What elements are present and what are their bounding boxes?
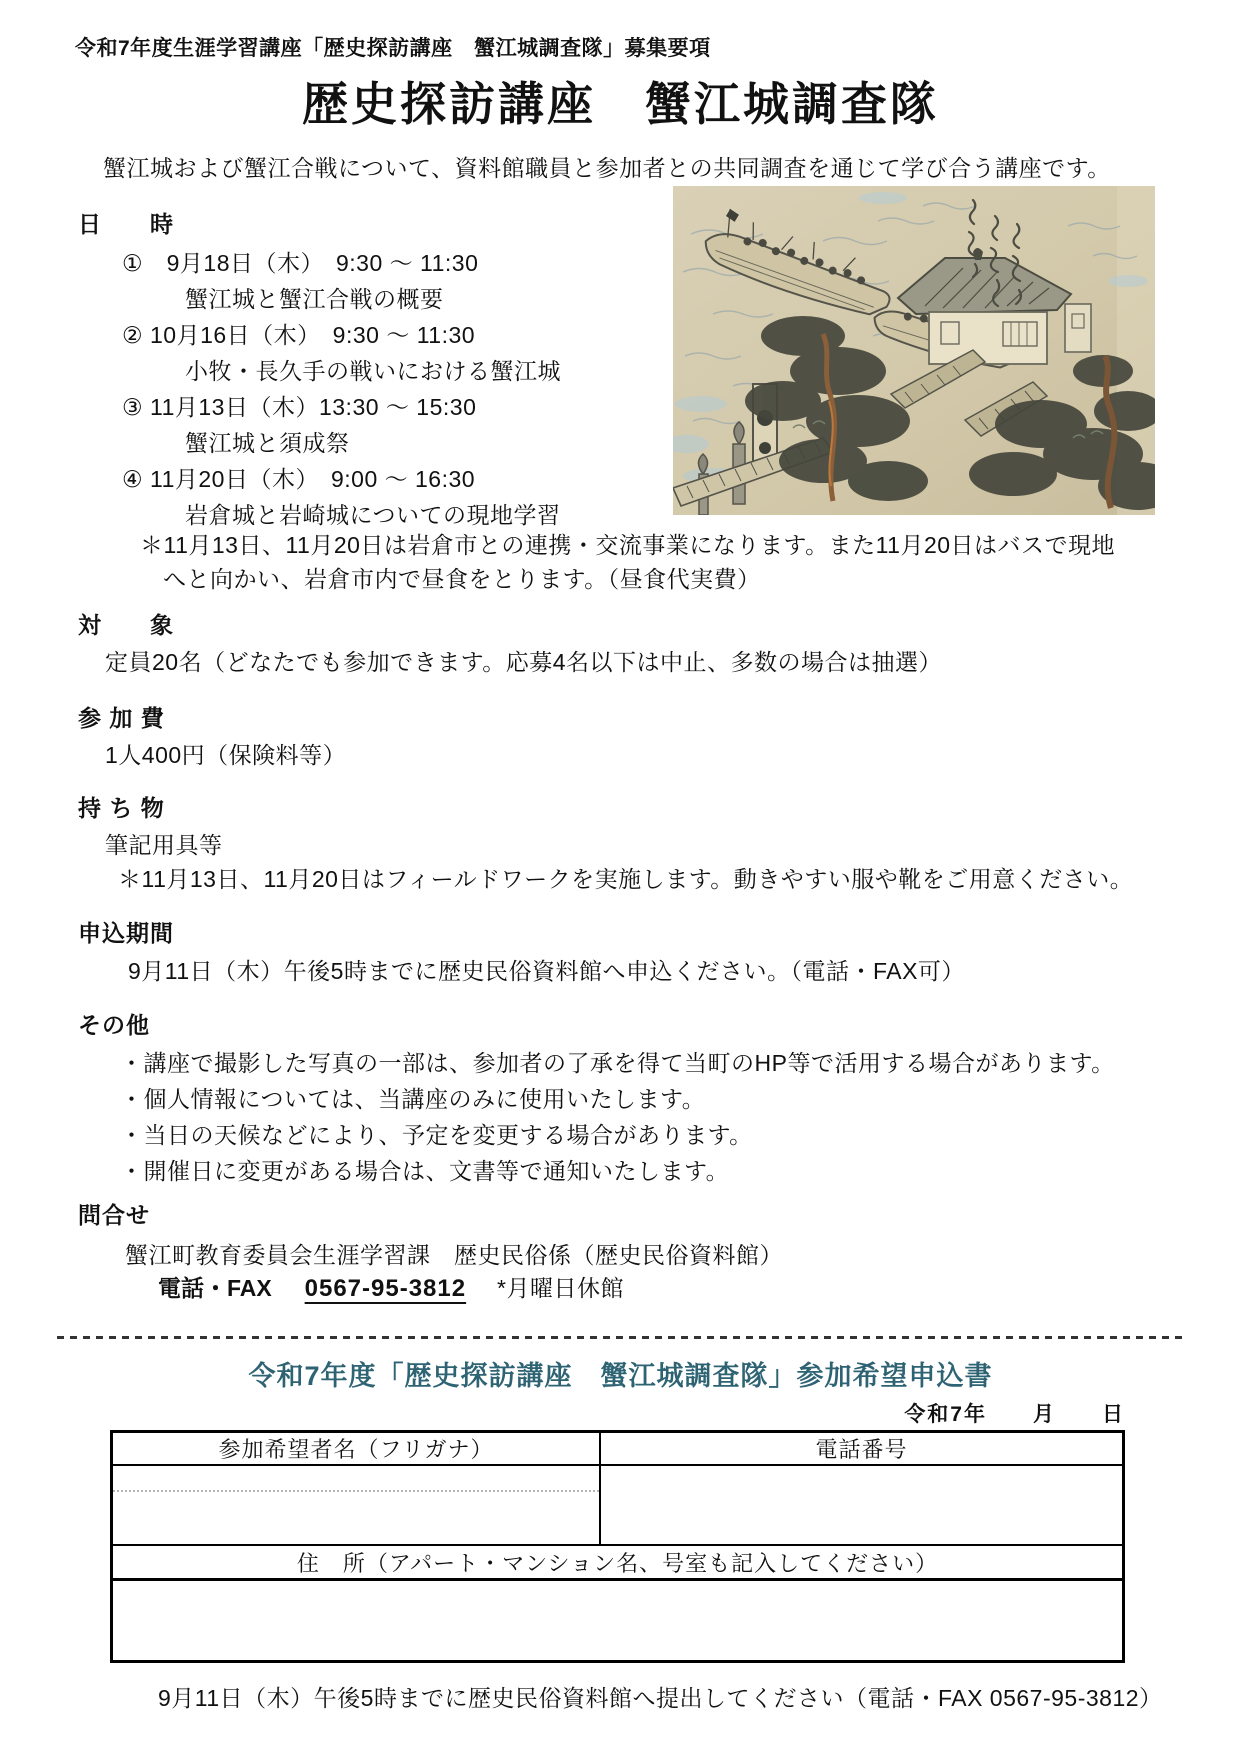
name-input-cell[interactable] [113, 1466, 601, 1544]
other-bullet-4: ・開催日に変更がある場合は、文書等で通知いたします。 [120, 1158, 730, 1184]
datetime-note-line1: ＊11月13日、11月20日は岩倉市との連携・交流事業になります。また11月20日はバスで現地 [140, 532, 1116, 558]
contact-org: 蟹江町教育委員会生涯学習課 歴史民俗係（歴史民俗資料館） [125, 1242, 783, 1268]
other-bullet-1: ・講座で撮影した写真の一部は、参加者の了承を得て当町のHP等で活用する場合があります。 [120, 1050, 1115, 1076]
schedule-item-1: ① 9月18日（木） 9:30 ～ 11:30 [122, 250, 479, 276]
section-contact-heading: 問合せ [78, 1202, 150, 1228]
application-table [110, 1430, 1125, 1663]
tel-closed-note: *月曜日休館 [497, 1275, 624, 1301]
belongings-body: 筆記用具等 [105, 832, 223, 858]
schedule-topic-1: 蟹江城と蟹江合戦の概要 [185, 286, 444, 312]
form-footer-note: 9月11日（木）午後5時までに歴史民俗資料館へ提出してください（電話・FAX 0567-95-3812） [158, 1685, 1163, 1711]
contact-tel-line [158, 1270, 624, 1303]
page-title: 歴史探訪講座 蟹江城調査隊 [302, 78, 939, 130]
address-input-row [113, 1581, 1122, 1660]
other-bullet-2: ・個人情報については、当講座のみに使用いたします。 [120, 1086, 706, 1112]
schedule-item-4: ④ 11月20日（木） 9:00 ～ 16:30 [122, 466, 476, 492]
cut-line-divider [57, 1336, 1185, 1339]
form-date-line: 令和7年 月 日 [904, 1403, 1125, 1426]
target-body: 定員20名（どなたでも参加できます。応募4名以下は中止、多数の場合は抽選） [105, 649, 943, 675]
section-period-heading: 申込期間 [78, 920, 174, 946]
schedule-topic-4: 岩倉城と岩崎城についての現地学習 [185, 502, 561, 528]
section-datetime-heading: 日 時 [78, 211, 174, 237]
tel-number: 0567-95-3812 [304, 1275, 467, 1302]
other-bullet-3: ・当日の天候などにより、予定を変更する場合があります。 [120, 1122, 753, 1148]
section-target-heading: 対 象 [78, 612, 174, 638]
phone-input-cell[interactable] [601, 1466, 1122, 1544]
period-body: 9月11日（木）午後5時までに歴史民俗資料館へ申込ください。（電話・FAX可） [128, 958, 965, 984]
schedule-item-3: ③ 11月13日（木）13:30 ～ 15:30 [122, 394, 477, 420]
section-fee-heading: 参 加 費 [78, 705, 165, 731]
intro-text: 蟹江城および蟹江合戦について、資料館職員と参加者との共同調査を通じて学び合う講座です。 [103, 155, 1111, 181]
schedule-item-2: ② 10月16日（木） 9:30 ～ 11:30 [122, 322, 476, 348]
kanie-battle-painting-image [673, 186, 1155, 515]
furigana-divider-line [113, 1490, 599, 1492]
table-input-row [113, 1466, 1122, 1546]
section-belongings-heading: 持 ち 物 [78, 795, 165, 821]
tel-label: 電話・FAX [158, 1275, 272, 1301]
belongings-note: ＊11月13日、11月20日はフィールドワークを実施します。動きやすい服や靴をご用意ください。 [118, 866, 1134, 892]
section-other-heading: その他 [78, 1012, 150, 1038]
schedule-topic-3: 蟹江城と須成祭 [185, 430, 350, 456]
datetime-note-line2: へと向かい、岩倉市内で昼食をとります。（昼食代実費） [163, 566, 761, 592]
table-header-row [113, 1433, 1122, 1466]
kanie-battle-painting [673, 186, 1155, 515]
fee-body: 1人400円（保険料等） [105, 742, 347, 768]
application-form-title: 令和7年度「歴史探訪講座 蟹江城調査隊」参加希望申込書 [248, 1361, 993, 1391]
address-header-row [113, 1546, 1122, 1581]
phone-header-cell: 電話番号 [815, 1437, 908, 1462]
schedule-topic-2: 小牧・長久手の戦いにおける蟹江城 [185, 358, 561, 384]
name-header-cell: 参加希望者名（フリガナ） [113, 1433, 601, 1464]
address-input-cell[interactable] [113, 1581, 1122, 1660]
address-header-cell: 住 所（アパート・マンション名、号室も記入してください） [296, 1550, 939, 1576]
top-note: 令和7年度生涯学習講座「歴史探訪講座 蟹江城調査隊」募集要項 [75, 37, 711, 60]
